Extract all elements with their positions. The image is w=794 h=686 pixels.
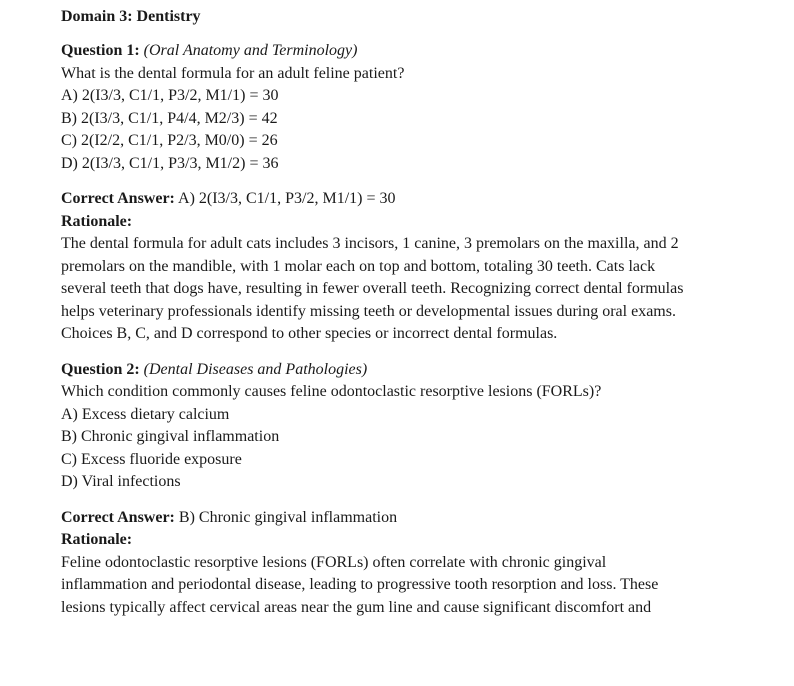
question-2-category: (Dental Diseases and Pathologies) (143, 360, 368, 378)
spacer (61, 175, 761, 188)
question-2 (61, 359, 761, 620)
question-2-rationale-line-1: Feline odontoclastic resorptive lesions (FORLs) often correlate with chronic gingival (61, 553, 607, 571)
question-1-correct-answer (61, 188, 761, 211)
question-1-choice-d: D) 2(I3/3, C1/1, P3/3, M1/2) = 36 (61, 154, 279, 172)
question-2-rationale-line-3: lesions typically affect cervical areas near the gum line and cause significant discomfort and (61, 598, 652, 616)
question-1-rationale-line-2: premolars on the mandible, with 1 molar each on top and bottom, totaling 30 teeth. Cats lack (61, 257, 656, 275)
question-1-number: Question 1: (61, 42, 140, 59)
question-1-choice-a: A) 2(I3/3, C1/1, P3/2, M1/1) = 30 (61, 87, 279, 104)
question-2-heading (61, 359, 761, 382)
question-2-prompt: Which condition commonly causes feline odontoclastic resorptive lesions (FORLs)? (61, 383, 602, 400)
question-2-rationale-line-2: inflammation and periodontal disease, leading to progressive tooth resorption and loss. These (61, 576, 659, 593)
question-1-choice-c: C) 2(I2/2, C1/1, P2/3, M0/0) = 26 (61, 132, 278, 149)
question-1-choice-b: B) 2(I3/3, C1/1, P4/4, M2/3) = 42 (61, 109, 278, 127)
question-1-rationale-line-4: helps veterinary professionals identify missing teeth or developmental issues during oral exams. (61, 302, 676, 320)
question-1-rationale-label: Rationale: (61, 212, 133, 230)
document-content (61, 6, 761, 619)
spacer (61, 346, 761, 359)
question-1-rationale-line-5: Choices B, C, and D correspond to other species or incorrect dental formulas. (61, 325, 558, 342)
question-1-rationale-line-3: several teeth that dogs have, resulting in fewer overall teeth. Recognizing correct dental formulas (61, 280, 684, 297)
question-1-category: (Oral Anatomy and Terminology) (143, 42, 358, 59)
question-1-heading (61, 40, 761, 63)
spacer (61, 494, 761, 507)
question-1-prompt: What is the dental formula for an adult feline patient? (61, 64, 405, 82)
question-2-choice-d: D) Viral infections (61, 473, 181, 490)
question-2-choice-a: A) Excess dietary calcium (61, 405, 230, 423)
correct-answer-label: Correct Answer: (61, 508, 175, 526)
spacer (61, 28, 761, 40)
question-2-choice-c: C) Excess fluoride exposure (61, 450, 242, 468)
question-2-choice-b: B) Chronic gingival inflammation (61, 428, 280, 445)
question-2-rationale-label: Rationale: (61, 531, 133, 548)
question-1 (61, 40, 761, 346)
correct-answer-value: A) 2(I3/3, C1/1, P3/2, M1/1) = 30 (178, 190, 396, 207)
correct-answer-label: Correct Answer: (61, 190, 175, 207)
question-1-rationale-line-1: The dental formula for adult cats includes 3 incisors, 1 canine, 3 premolars on the maxilla, and 2 (61, 235, 679, 252)
question-2-correct-answer (61, 507, 761, 530)
correct-answer-value: B) Chronic gingival inflammation (178, 508, 398, 526)
domain-title: Domain 3: Dentistry (61, 8, 201, 25)
question-2-number: Question 2: (61, 360, 140, 378)
